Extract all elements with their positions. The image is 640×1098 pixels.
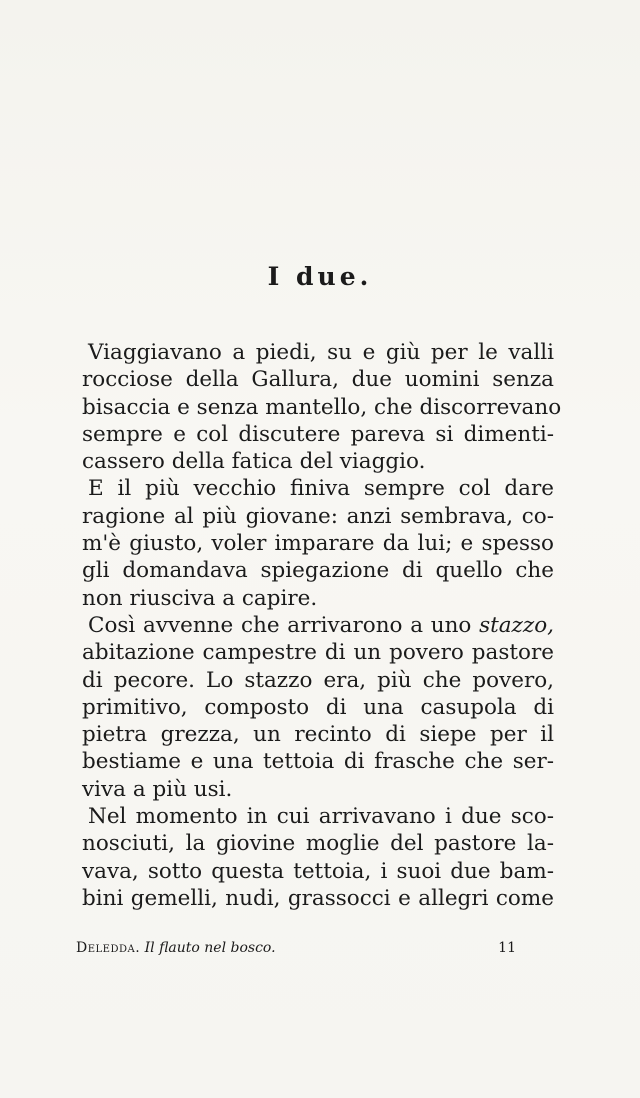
running-footer [76, 940, 276, 956]
text-line: pietra grezza, un recinto di siepe per il [82, 722, 554, 748]
text-line: ragione al più giovane: anzi sembrava, co- [82, 503, 554, 529]
text-line: cassero della fatica del viaggio. [82, 449, 426, 475]
text-line: Viaggiavano a piedi, su e giù per le valli [88, 340, 554, 365]
text-line: bestiame e una tettoia di frasche che ser- [82, 749, 554, 775]
text-line: bini gemelli, nudi, grassocci e allegri come [82, 885, 554, 911]
text-line [82, 612, 554, 639]
text-line: non riusciva a capire. [82, 585, 318, 611]
paragraph-3 [82, 612, 554, 803]
text-line: E il più vecchio finiva sempre col dare [88, 476, 554, 502]
text-line: rocciose della Gallura, due uomini senza [82, 367, 554, 393]
text-line: gli domandava spiegazione di quello che [82, 558, 554, 584]
text-line: di pecore. Lo stazzo era, più che povero, [82, 667, 554, 693]
text-line: abitazione campestre di un povero pastore [82, 640, 554, 666]
text-line: Nel momento in cui arrivavano i due sco- [88, 804, 554, 830]
footer-author: Deledda. [76, 940, 141, 956]
paragraph-4 [82, 803, 554, 912]
text-line: nosciuti, la giovine moglie del pastore la- [82, 831, 554, 857]
body-text [82, 339, 562, 912]
italic-word: stazzo, [479, 612, 554, 638]
footer-book-title: Il flauto nel bosco. [144, 940, 276, 956]
text-line: bisaccia e senza mantello, che discorrevano [82, 394, 562, 420]
page-number: 11 [498, 940, 516, 956]
paragraph-1 [82, 339, 562, 475]
text-line: viva a più usi. [82, 776, 233, 802]
page-footer [76, 940, 516, 956]
text-fragment: Così avvenne che arrivarono a uno [88, 612, 480, 638]
text-line: m'è giusto, voler imparare da lui; e spesso [82, 531, 554, 557]
text-line: vava, sotto questa tettoia, i suoi due bam- [82, 858, 554, 884]
chapter-title: I due. [267, 262, 373, 291]
paragraph-2 [82, 475, 554, 611]
text-line: sempre e col discutere pareva si dimenti- [82, 421, 554, 447]
text-line: primitivo, composto di una casupola di [82, 694, 554, 720]
